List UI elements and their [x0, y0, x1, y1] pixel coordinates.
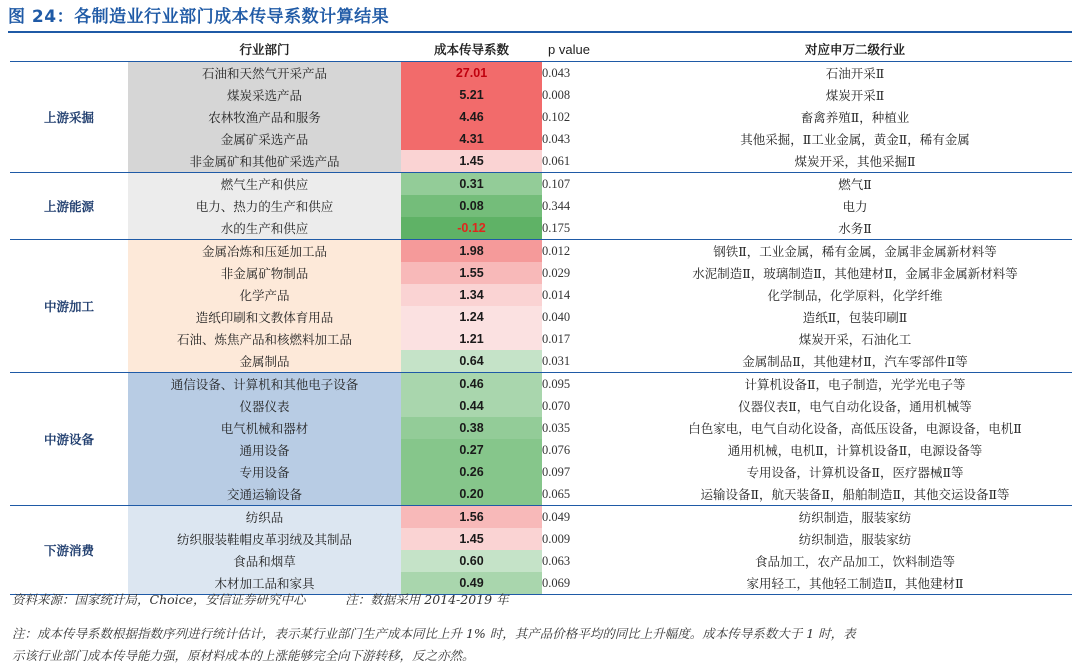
table-row	[10, 240, 1072, 263]
table-body	[10, 62, 1072, 595]
industry-cell: 水的生产和供应	[128, 217, 401, 240]
pvalue-cell: 0.029	[542, 265, 571, 280]
sw-sector-cell: 电力	[842, 199, 868, 214]
source-note: 资料来源：国家统计局，Choice，安信证券研究中心 注：数据采用 2014-2019 年	[12, 592, 509, 607]
coefficient-cell: 1.55	[401, 262, 542, 284]
pvalue-cell: 0.017	[542, 331, 571, 346]
header-sw-sector: 对应申万二级行业	[638, 37, 1072, 62]
sw-sector-cell: 食品加工，农产品加工，饮料制造等	[754, 554, 955, 569]
sw-sector-cell: 专用设备，计算机设备Ⅱ，医疗器械Ⅱ等	[746, 465, 964, 480]
table-row	[10, 128, 1072, 150]
coefficient-cell: 0.31	[401, 173, 542, 196]
coefficient-cell: 0.27	[401, 439, 542, 461]
sw-sector-cell: 畜禽养殖Ⅱ，种植业	[800, 110, 910, 125]
industry-cell: 木材加工品和家具	[128, 572, 401, 595]
coefficient-cell: 4.46	[401, 106, 542, 128]
pvalue-cell: 0.070	[542, 398, 571, 413]
table-row	[10, 150, 1072, 173]
industry-cell: 石油、炼焦产品和核燃料加工品	[128, 328, 401, 350]
sw-sector-cell: 家用轻工，其他轻工制造Ⅱ，其他建材Ⅱ	[638, 572, 1072, 595]
table-row	[10, 350, 1072, 373]
industry-cell: 煤炭采选产品	[128, 84, 401, 106]
pvalue-cell: 0.012	[542, 240, 638, 263]
coefficient-cell: 0.60	[401, 550, 542, 572]
table-row	[10, 195, 1072, 217]
industry-cell: 非金属矿和其他矿采选产品	[128, 150, 401, 173]
group-label: 下游消费	[10, 506, 128, 595]
table-row	[10, 461, 1072, 483]
group-label: 中游加工	[10, 240, 128, 373]
pvalue-cell: 0.102	[542, 109, 571, 124]
pvalue-cell: 0.076	[542, 442, 571, 457]
sw-sector-cell: 水务Ⅱ	[638, 217, 1072, 240]
industry-cell: 电力、热力的生产和供应	[128, 195, 401, 217]
table-row	[10, 373, 1072, 396]
pvalue-cell: 0.061	[542, 150, 638, 173]
industry-cell: 交通运输设备	[128, 483, 401, 506]
table-row	[10, 106, 1072, 128]
coefficient-cell: 0.20	[401, 483, 542, 506]
sw-sector-cell: 纺织制造，服装家纺	[798, 532, 912, 547]
coefficient-cell: 1.45	[401, 150, 542, 173]
table-row	[10, 173, 1072, 196]
sw-sector-cell: 运输设备Ⅱ，航天装备Ⅱ，船舶制造Ⅱ，其他交运设备Ⅱ等	[638, 483, 1072, 506]
sw-sector-cell: 通用机械，电机Ⅱ，计算机设备Ⅱ，电源设备等	[727, 443, 983, 458]
industry-cell: 化学产品	[128, 284, 401, 306]
coefficient-cell: 0.49	[401, 572, 542, 595]
industry-cell: 石油和天然气开采产品	[128, 62, 401, 85]
coefficient-cell: 5.21	[401, 84, 542, 106]
pvalue-cell: 0.069	[542, 572, 638, 595]
table-row	[10, 84, 1072, 106]
figure-title: 图 24：各制造业行业部门成本传导系数计算结果	[8, 3, 1072, 33]
coefficient-cell: 1.98	[401, 240, 542, 263]
sw-sector-cell: 其他采掘，Ⅱ工业金属，黄金Ⅱ，稀有金属	[740, 132, 970, 147]
sw-sector-cell: 水泥制造Ⅱ，玻璃制造Ⅱ，其他建材Ⅱ，金属非金属新材料等	[692, 266, 1018, 281]
coefficient-cell: 4.31	[401, 128, 542, 150]
industry-cell: 造纸印刷和文教体育用品	[128, 306, 401, 328]
coefficient-cell: 0.08	[401, 195, 542, 217]
sw-sector-cell: 燃气Ⅱ	[638, 173, 1072, 196]
coefficient-cell: 1.24	[401, 306, 542, 328]
pvalue-cell: 0.040	[542, 309, 571, 324]
industry-cell: 非金属矿物制品	[128, 262, 401, 284]
table-row	[10, 506, 1072, 529]
pvalue-cell: 0.107	[542, 173, 638, 196]
footnote-line-1: 注：成本传导系数根据指数序列进行统计估计，表示某行业部门生产成本同比上升 1% 时，其产品价格平均的同比上升幅度。成本传导系数大于 1 时，表	[12, 626, 856, 641]
coefficient-cell: -0.12	[401, 217, 542, 240]
industry-cell: 农林牧渔产品和服务	[128, 106, 401, 128]
pvalue-cell: 0.065	[542, 483, 638, 506]
sw-sector-cell: 纺织制造，服装家纺	[638, 506, 1072, 529]
pvalue-cell: 0.175	[542, 217, 638, 240]
industry-cell: 电气机械和器材	[128, 417, 401, 439]
pvalue-cell: 0.009	[542, 531, 571, 546]
sw-sector-cell: 钢铁Ⅱ，工业金属，稀有金属，金属非金属新材料等	[638, 240, 1072, 263]
pvalue-cell: 0.095	[542, 373, 638, 396]
header-group	[10, 37, 128, 62]
coefficient-cell: 0.64	[401, 350, 542, 373]
coefficient-cell: 0.44	[401, 395, 542, 417]
table-row	[10, 328, 1072, 350]
industry-cell: 食品和烟草	[128, 550, 401, 572]
table-row	[10, 306, 1072, 328]
table-row	[10, 528, 1072, 550]
table-row	[10, 417, 1072, 439]
table-row	[10, 550, 1072, 572]
sw-sector-cell: 造纸Ⅱ，包装印刷Ⅱ	[802, 310, 908, 325]
pvalue-cell: 0.097	[542, 464, 571, 479]
coefficient-cell: 0.46	[401, 373, 542, 396]
table-row	[10, 217, 1072, 240]
table-row	[10, 395, 1072, 417]
group-label: 中游设备	[10, 373, 128, 506]
pvalue-cell: 0.031	[542, 350, 638, 373]
table-row	[10, 262, 1072, 284]
table-row	[10, 62, 1072, 85]
pvalue-cell: 0.344	[542, 198, 571, 213]
sw-sector-cell: 煤炭开采，石油化工	[798, 332, 912, 347]
industry-cell: 金属冶炼和压延加工品	[128, 240, 401, 263]
coefficient-cell: 27.01	[401, 62, 542, 85]
industry-cell: 纺织品	[128, 506, 401, 529]
industry-cell: 专用设备	[128, 461, 401, 483]
sw-sector-cell: 煤炭开采Ⅱ	[825, 88, 885, 103]
industry-cell: 通信设备、计算机和其他电子设备	[128, 373, 401, 396]
sw-sector-cell: 金属制品Ⅱ，其他建材Ⅱ，汽车零部件Ⅱ等	[638, 350, 1072, 373]
industry-cell: 通用设备	[128, 439, 401, 461]
header-industry: 行业部门	[128, 37, 401, 62]
footnote-line-2: 示该行业部门成本传导能力强，原材料成本的上涨能够完全向下游转移，反之亦然。	[12, 648, 475, 663]
table-row	[10, 284, 1072, 306]
coefficient-cell: 1.45	[401, 528, 542, 550]
sw-sector-cell: 计算机设备Ⅱ，电子制造，光学光电子等	[638, 373, 1072, 396]
pvalue-cell: 0.049	[542, 506, 638, 529]
group-label: 上游采掘	[10, 62, 128, 173]
pvalue-cell: 0.063	[542, 553, 571, 568]
industry-cell: 金属矿采选产品	[128, 128, 401, 150]
coefficient-cell: 0.38	[401, 417, 542, 439]
group-label: 上游能源	[10, 173, 128, 240]
header-pvalue: p value	[542, 37, 638, 62]
coefficient-cell: 1.21	[401, 328, 542, 350]
industry-cell: 金属制品	[128, 350, 401, 373]
industry-cell: 仪器仪表	[128, 395, 401, 417]
pvalue-cell: 0.014	[542, 287, 571, 302]
sw-sector-cell: 仪器仪表Ⅱ，电气自动化设备，通用机械等	[738, 399, 972, 414]
sw-sector-cell: 煤炭开采，其他采掘Ⅱ	[638, 150, 1072, 173]
pvalue-cell: 0.008	[542, 87, 571, 102]
coefficient-cell: 1.56	[401, 506, 542, 529]
table-row	[10, 483, 1072, 506]
coefficient-cell: 1.34	[401, 284, 542, 306]
sw-sector-cell: 石油开采Ⅱ	[638, 62, 1072, 85]
pvalue-cell: 0.035	[542, 420, 571, 435]
pvalue-cell: 0.043	[542, 62, 638, 85]
pvalue-cell: 0.043	[542, 131, 571, 146]
industry-cell: 燃气生产和供应	[128, 173, 401, 196]
table-row	[10, 439, 1072, 461]
coefficient-cell: 0.26	[401, 461, 542, 483]
sw-sector-cell: 白色家电，电气自动化设备，高低压设备，电源设备，电机Ⅱ	[688, 421, 1022, 436]
industry-cell: 纺织服装鞋帽皮革羽绒及其制品	[128, 528, 401, 550]
header-row	[10, 37, 1072, 62]
cost-pass-through-table	[10, 37, 1072, 595]
sw-sector-cell: 化学制品，化学原料，化学纤维	[767, 288, 943, 303]
header-coefficient: 成本传导系数	[401, 37, 542, 62]
